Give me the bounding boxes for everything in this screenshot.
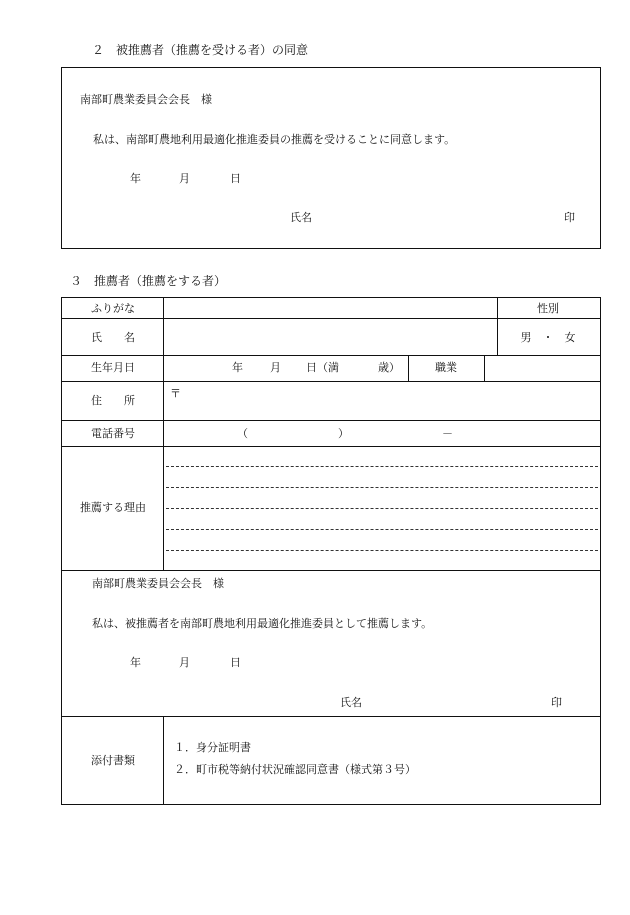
- phone-close-paren: ）: [338, 427, 349, 440]
- occupation-label: 職業: [435, 361, 457, 374]
- recommend-addressee: 南部町農業委員会会長 様: [92, 577, 224, 590]
- recommend-month-label: 月: [179, 656, 190, 669]
- reason-line: [166, 550, 598, 551]
- phone-label: 電話番号: [91, 427, 135, 440]
- reason-label: 推薦する理由: [80, 501, 146, 514]
- recommend-signer-label: 氏名: [340, 696, 362, 709]
- recommend-year-label: 年: [130, 656, 141, 669]
- postal-mark: 〒: [170, 387, 181, 400]
- reason-line: [166, 529, 598, 530]
- birth-age-label: 歳）: [378, 361, 400, 374]
- gender-options: 男 ・ 女: [520, 331, 576, 344]
- consent-name-label: 氏名: [290, 211, 312, 224]
- attachments-label: 添付書類: [91, 754, 135, 767]
- reason-line: [166, 508, 598, 509]
- birth-year-label: 年: [232, 361, 243, 374]
- birth-month-label: 月: [270, 361, 281, 374]
- consent-seal: 印: [564, 211, 575, 224]
- attachment-item: ２．町市税等納付状況確認同意書（様式第３号）: [174, 763, 416, 776]
- furigana-label: ふりがな: [91, 302, 135, 315]
- consent-day-label: 日: [230, 172, 241, 185]
- gender-label: 性別: [537, 302, 559, 315]
- recommend-day-label: 日: [230, 656, 241, 669]
- name-label: 氏 名: [91, 331, 135, 344]
- consent-addressee: 南部町農業委員会会長 様: [80, 93, 212, 106]
- phone-open-paren: （: [237, 427, 248, 440]
- consent-year-label: 年: [130, 172, 141, 185]
- birth-label: 生年月日: [91, 361, 135, 374]
- reason-line: [166, 466, 598, 467]
- consent-month-label: 月: [179, 172, 190, 185]
- address-label: 住 所: [91, 394, 135, 407]
- section2-heading: ２ 被推薦者（推薦を受ける者）の同意: [92, 43, 309, 57]
- attachment-item: １．身分証明書: [174, 741, 251, 754]
- recommend-seal: 印: [551, 696, 562, 709]
- consent-statement: 私は、南部町農地利用最適化推進委員の推薦を受けることに同意します。: [93, 133, 456, 146]
- reason-line: [166, 487, 598, 488]
- section3-heading: ３ 推薦者（推薦をする者）: [70, 274, 227, 288]
- phone-dash: －: [442, 427, 453, 440]
- birth-day-label: 日（満: [306, 361, 339, 374]
- recommend-statement: 私は、被推薦者を南部町農地利用最適化推進委員として推薦します。: [92, 617, 433, 630]
